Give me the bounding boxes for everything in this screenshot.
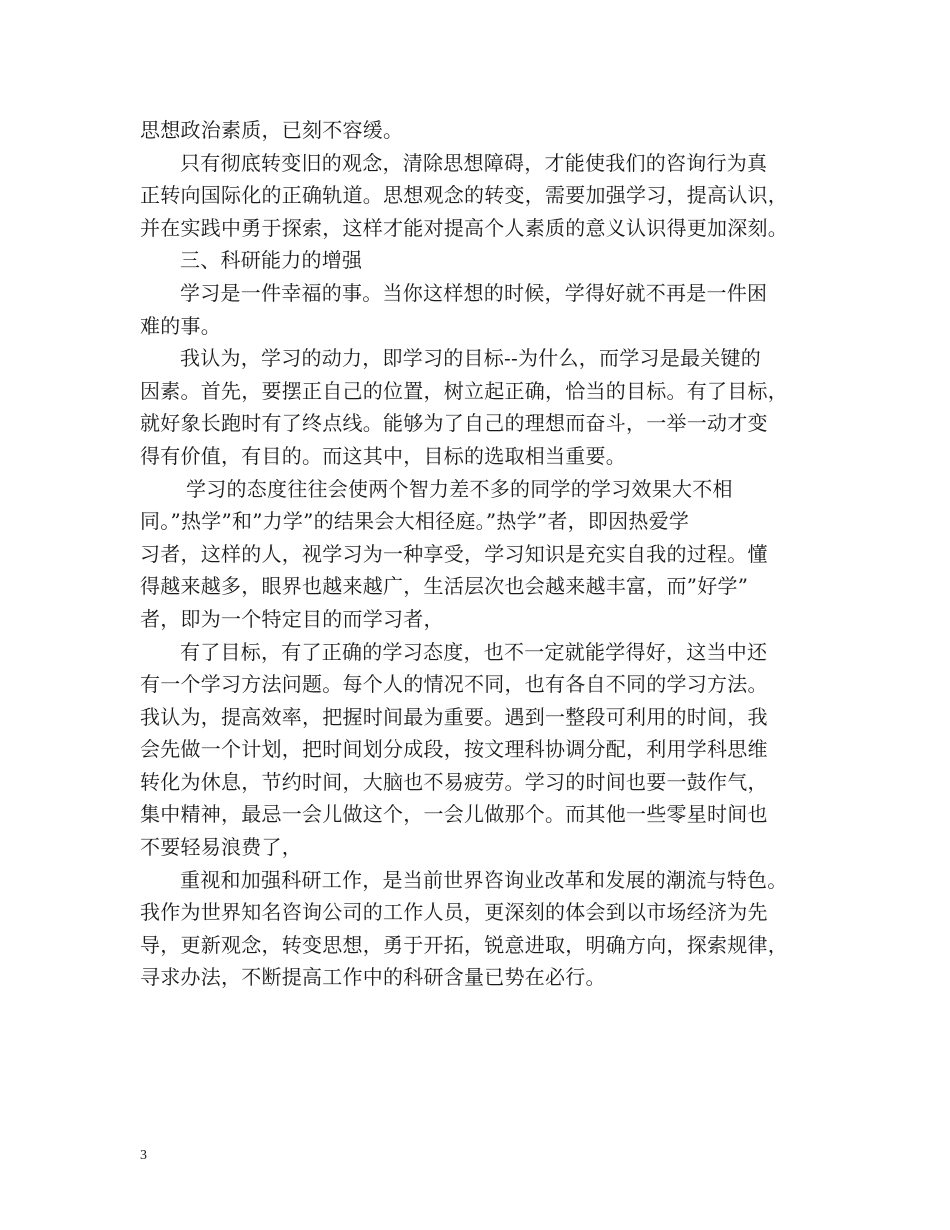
paragraph-line: 转化为休息，节约时间，大脑也不易疲劳。学习的时间也要一鼓作气，	[140, 769, 768, 794]
paragraph-line: 会先做一个计划，把时间划分成段，按文理科协调分配，利用学科思维	[140, 737, 768, 762]
paragraph-line: 我作为世界知名咨询公司的工作人员，更深刻的体会到以市场经济为先	[140, 900, 768, 925]
paragraph-line: 正转向国际化的正确轨道。思想观念的转变，需要加强学习，提高认识，	[140, 183, 788, 208]
paragraph-line: 学习的态度往往会使两个智力差不多的同学的学习效果大不相	[186, 476, 733, 501]
paragraph-line: 我认为，提高效率，把握时间最为重要。遇到一整段可利用的时间，我	[140, 704, 768, 729]
paragraph-line: 者，即为一个特定目的而学习者，	[140, 606, 444, 631]
page-number: 3	[140, 1148, 147, 1163]
paragraph-line: 并在实践中勇于探索，这样才能对提高个人素质的意义认识得更加深刻。	[140, 215, 788, 240]
document-body	[140, 114, 820, 994]
paragraph-line: 就好象长跑时有了终点线。能够为了自己的理想而奋斗，一举一动才变	[140, 411, 768, 436]
paragraph-line: 不要轻易浪费了，	[140, 835, 302, 860]
paragraph-line: 导，更新观念，转变思想，勇于开拓，锐意进取，明确方向，探索规律，	[140, 932, 788, 957]
paragraph-line: 寻求办法，不断提高工作中的科研含量已势在必行。	[140, 965, 606, 990]
paragraph-line: 重视和加强科研工作，是当前世界咨询业改革和发展的潮流与特色。	[180, 867, 788, 892]
section-heading: 三、科研能力的增强	[180, 248, 363, 273]
paragraph-line: 因素。首先，要摆正自己的位置，树立起正确，恰当的目标。有了目标，	[140, 378, 788, 403]
paragraph-line: 习者，这样的人，视学习为一种享受，学习知识是充实自我的过程。懂	[140, 541, 768, 566]
paragraph-line: 我认为，学习的动力，即学习的目标--为什么，而学习是最关键的	[180, 346, 762, 371]
paragraph-line: 思想政治素质，已刻不容缓。	[140, 118, 404, 142]
paragraph-line: 难的事。	[140, 313, 221, 338]
paragraph-line: 只有彻底转变旧的观念，清除思想障碍，才能使我们的咨询行为真	[180, 150, 768, 175]
paragraph-line: 集中精神，最忌一会儿做这个，一会儿做那个。而其他一些零星时间也	[140, 802, 768, 827]
paragraph-line: 同。”热学”和”力学”的结果会大相径庭。”热学”者，即因热爱学	[140, 509, 690, 534]
paragraph-line: 学习是一件幸福的事。当你这样想的时候，学得好就不再是一件困	[180, 280, 768, 305]
paragraph-line: 得有价值，有目的。而这其中，目标的选取相当重要。	[140, 443, 626, 468]
paragraph-line: 有了目标，有了正确的学习态度，也不一定就能学得好，这当中还	[180, 639, 768, 664]
paragraph-line: 得越来越多，眼界也越来越广，生活层次也会越来越丰富，而”好学”	[140, 574, 749, 599]
paragraph-line: 有一个学习方法问题。每个人的情况不同，也有各自不同的学习方法。	[140, 672, 768, 697]
